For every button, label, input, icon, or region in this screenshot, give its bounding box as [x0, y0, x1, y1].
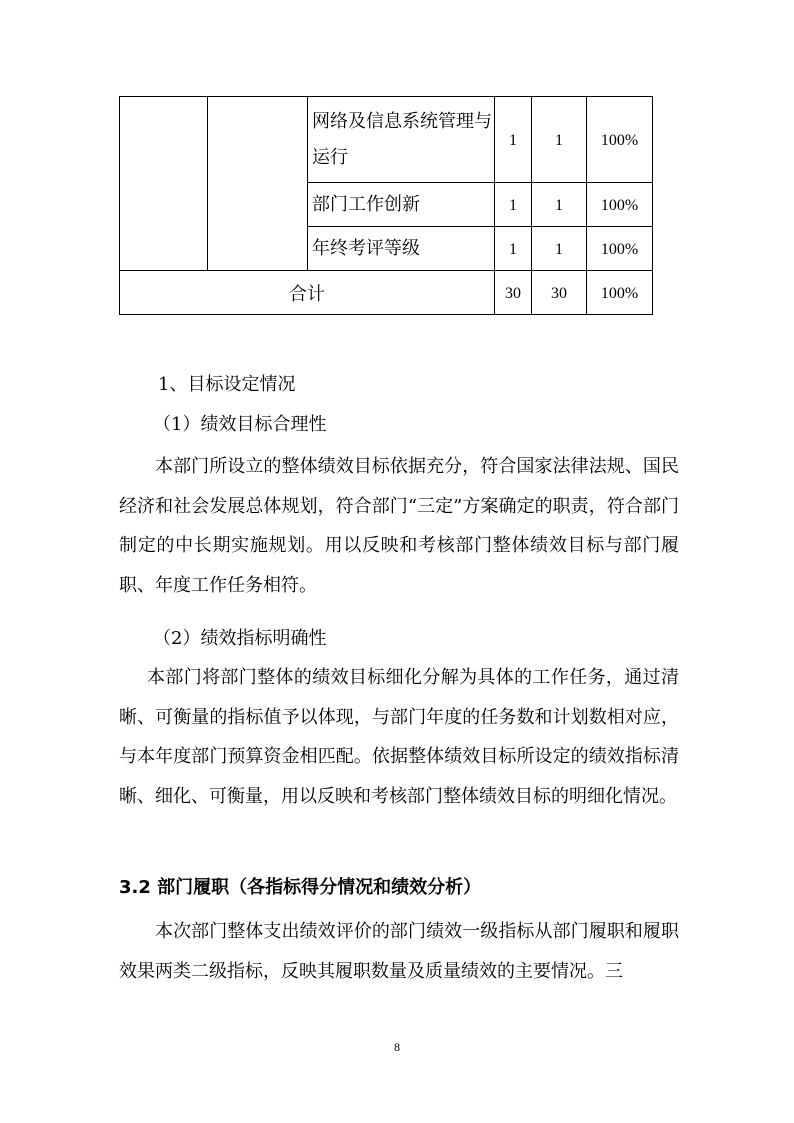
table-cell-value: 1: [495, 183, 532, 227]
table-cell-rate: 100%: [587, 97, 653, 183]
table-total-label: 合计: [120, 271, 495, 315]
subsection-title-rationality: （1）绩效目标合理性: [153, 414, 327, 435]
table-cell-value: 1: [495, 227, 532, 271]
table-total-score: 30: [532, 271, 587, 315]
table-cell-score: 1: [532, 227, 587, 271]
section-heading-3-2: 3.2 部门履职（各指标得分情况和绩效分析）: [119, 877, 482, 898]
paragraph-rationality: 本部门所设立的整体绩效目标依据充分，符合国家法律法规、国民经济和社会发展总体规划，符合部门“三定”方案确定的职责，符合部门制定的中长期实施规划。用以反映和考核部门整体绩效目标与部门履职、年度工作任务相符。: [119, 456, 679, 596]
table-cell-rate: 100%: [587, 183, 653, 227]
table-cell-value: 1: [495, 97, 532, 183]
table-cell-indicator: 部门工作创新: [308, 183, 495, 227]
table-total-value: 30: [495, 271, 532, 315]
table-cell-indicator: 网络及信息系统管理与运行: [308, 97, 495, 183]
indicator-score-table: [119, 96, 653, 315]
table-cell-indicator: 年终考评等级: [308, 227, 495, 271]
section-title-target-setting: 1、目标设定情况: [158, 374, 296, 395]
subsection-title-clarity: （2）绩效指标明确性: [153, 628, 327, 649]
table-total-row: [120, 271, 653, 315]
table-row: [120, 97, 653, 183]
paragraph-clarity: 本部门将部门整体的绩效目标细化分解为具体的工作任务，通过清晰、可衡量的指标值予以体现，与部门年度的任务数和计划数相对应，与本年度部门预算资金相匹配。依据整体绩效目标所设定的绩效指标清晰、细化、可衡量，用以反映和考核部门整体绩效目标的明细化情况。: [119, 667, 679, 807]
table-cell-level2: [208, 97, 308, 271]
page-number: 8: [394, 1040, 400, 1054]
paragraph-performance: 本次部门整体支出绩效评价的部门绩效一级指标从部门履职和履职效果两类二级指标，反映其履职数量及质量绩效的主要情况。三: [119, 921, 679, 982]
table-cell-rate: 100%: [587, 227, 653, 271]
table-total-rate: 100%: [587, 271, 653, 315]
table-cell-score: 1: [532, 183, 587, 227]
table-cell-level1: [120, 97, 208, 271]
table-cell-score: 1: [532, 97, 587, 183]
